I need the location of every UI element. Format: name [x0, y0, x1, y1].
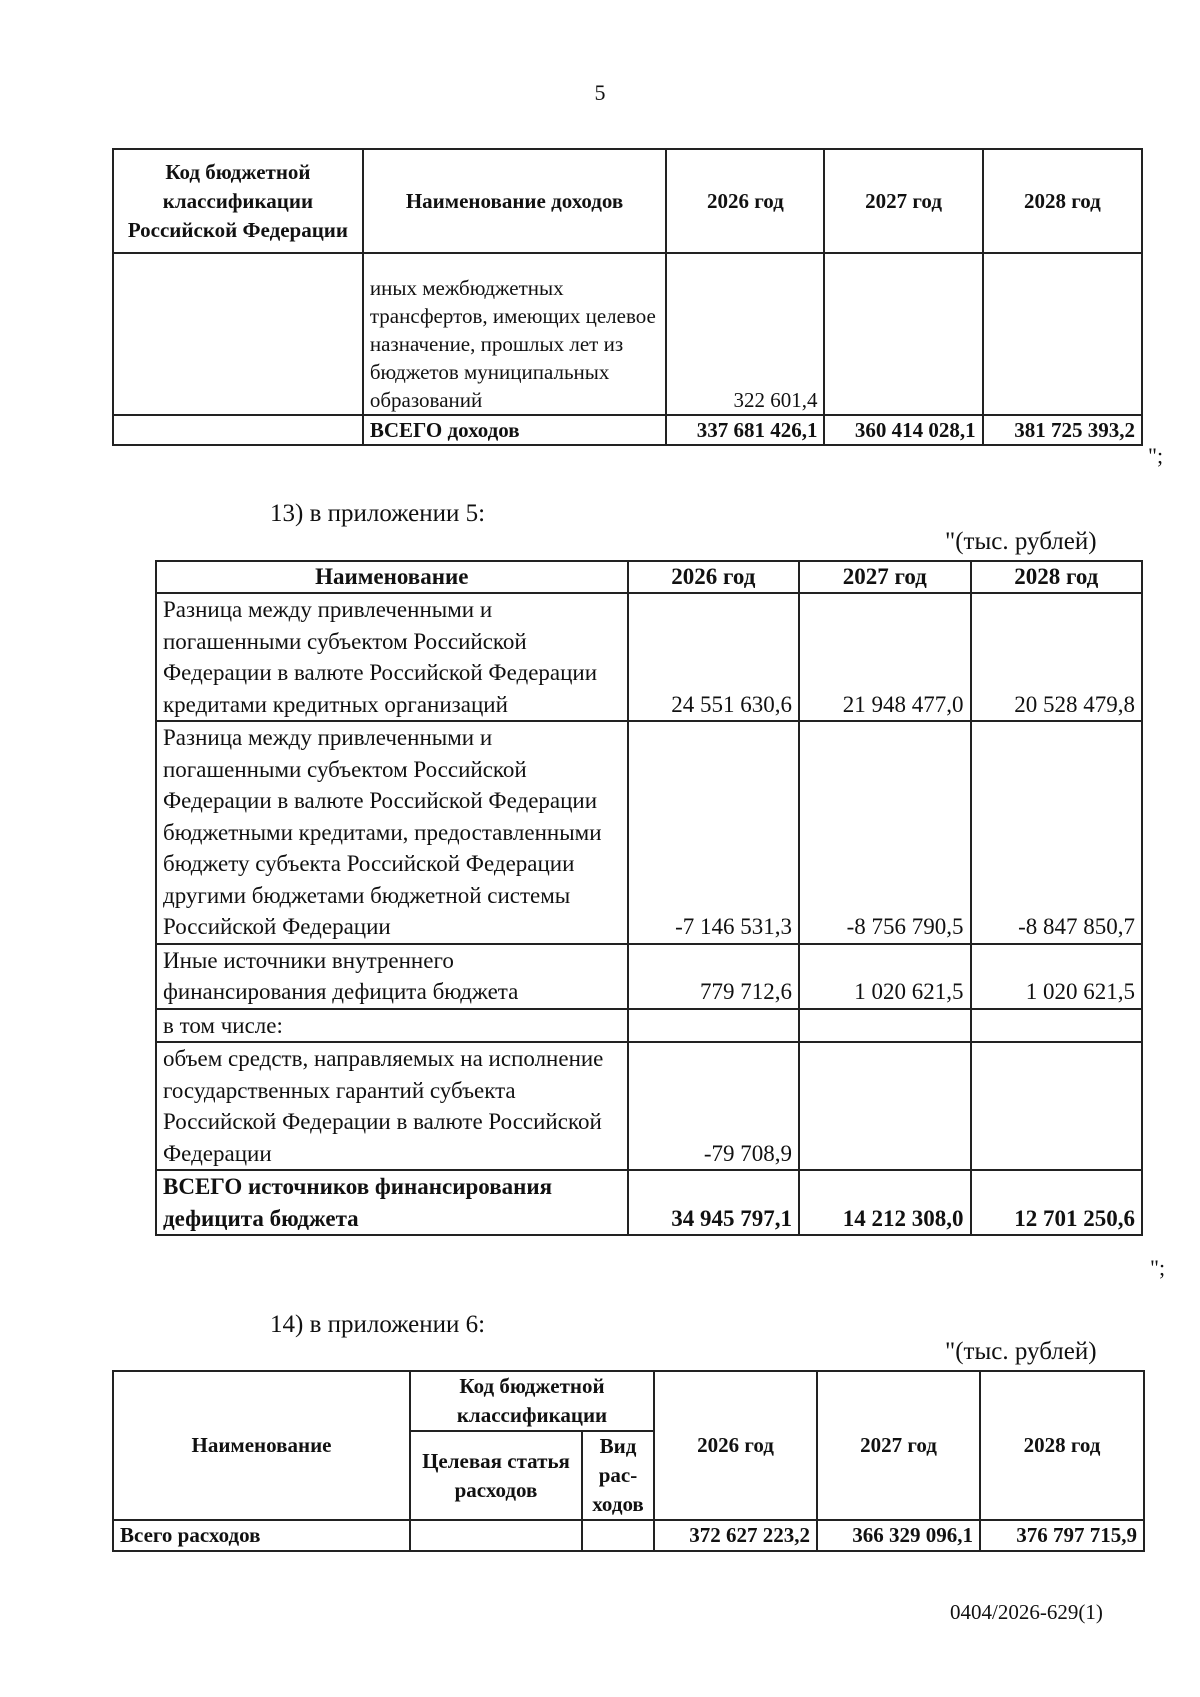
row-2027: -8 756 790,5 [799, 721, 970, 944]
total-2028: 12 701 250,6 [971, 1170, 1143, 1235]
header-name: Наименование [156, 561, 628, 593]
row-2027: 1 020 621,5 [799, 944, 970, 1009]
row-name: Разница между привлеченными и погашенными субъектом Российской Федерации в валюте Российской Федерации кредитами кредитных организаций [156, 593, 628, 721]
header-name: Наименование [113, 1371, 410, 1520]
header-2026: 2026 год [666, 149, 824, 253]
section-14-title: 14) в приложении 6: [270, 1311, 486, 1338]
total-2026: 372 627 223,2 [654, 1520, 817, 1551]
total-2027: 366 329 096,1 [817, 1520, 980, 1551]
row-2028 [971, 1042, 1143, 1170]
financing-sources-table [155, 560, 1143, 1236]
total-2026: 34 945 797,1 [628, 1170, 799, 1235]
table-row-total [113, 1520, 1144, 1551]
header-code: Код бюджетной классификации Российской Федерации [113, 149, 363, 253]
section-13-unit: "(тыс. рублей) [945, 528, 1097, 555]
row-2026: -7 146 531,3 [628, 721, 799, 944]
row-2027 [799, 1042, 970, 1170]
total-name: Всего расходов [113, 1520, 410, 1551]
row-2028 [971, 1009, 1143, 1043]
row-2026 [628, 1009, 799, 1043]
header-2028: 2028 год [983, 149, 1142, 253]
section-14-unit: "(тыс. рублей) [945, 1338, 1097, 1365]
table-row-total [156, 1170, 1142, 1235]
total-kind [582, 1520, 654, 1551]
row-2027: 21 948 477,0 [799, 593, 970, 721]
header-code-group: Код бюджетной классификации [410, 1371, 654, 1431]
table-row [156, 721, 1142, 944]
row-name: иных межбюджетных трансфертов, имеющих целевое назначение, прошлых лет из бюджетов муниципальных образований [363, 253, 666, 415]
header-name: Наименование доходов [363, 149, 666, 253]
row-2026: 322 601,4 [666, 253, 824, 415]
total-name: ВСЕГО доходов [363, 415, 666, 445]
table-row [156, 944, 1142, 1009]
row-2027 [824, 253, 982, 415]
row-name: в том числе: [156, 1009, 628, 1043]
total-name: ВСЕГО источников финансирования дефицита бюджета [156, 1170, 628, 1235]
row-2026: 24 551 630,6 [628, 593, 799, 721]
row-2028: 20 528 479,8 [971, 593, 1143, 721]
total-2026: 337 681 426,1 [666, 415, 824, 445]
closing-quote: "; [1148, 443, 1164, 468]
table-row [156, 1009, 1142, 1043]
header-2028: 2028 год [971, 561, 1143, 593]
header-expense-kind: Вид рас- ходов [582, 1431, 654, 1520]
total-2027: 360 414 028,1 [824, 415, 982, 445]
header-2027: 2027 год [799, 561, 970, 593]
row-2028: -8 847 850,7 [971, 721, 1143, 944]
total-2027: 14 212 308,0 [799, 1170, 970, 1235]
row-2028 [983, 253, 1142, 415]
row-2026: -79 708,9 [628, 1042, 799, 1170]
row-2027 [799, 1009, 970, 1043]
total-2028: 376 797 715,9 [980, 1520, 1144, 1551]
table-row [113, 253, 1142, 415]
row-name: Разница между привлеченными и погашенными субъектом Российской Федерации в валюте Российской Федерации бюджетными кредитами, предоставленными бюджету субъекта Российской Федерации другими бюджетами бюджетной системы Российской Федерации [156, 721, 628, 944]
income-table [112, 148, 1143, 446]
header-2026: 2026 год [628, 561, 799, 593]
total-target [410, 1520, 582, 1551]
row-name: Иные источники внутреннего финансирования дефицита бюджета [156, 944, 628, 1009]
total-2028: 381 725 393,2 [983, 415, 1142, 445]
header-2026: 2026 год [654, 1371, 817, 1520]
closing-quote: "; [1150, 1255, 1166, 1280]
header-target-article: Целевая статья расходов [410, 1431, 582, 1520]
header-2027: 2027 год [824, 149, 982, 253]
page-number: 5 [594, 80, 606, 105]
expenses-table [112, 1370, 1145, 1552]
row-code [113, 253, 363, 415]
table-row [156, 593, 1142, 721]
row-2028: 1 020 621,5 [971, 944, 1143, 1009]
document-number: 0404/2026-629(1) [950, 1600, 1103, 1624]
table-row [156, 1042, 1142, 1170]
header-2028: 2028 год [980, 1371, 1144, 1520]
section-13-title: 13) в приложении 5: [270, 500, 486, 527]
table-row-total [113, 415, 1142, 445]
header-2027: 2027 год [817, 1371, 980, 1520]
total-code [113, 415, 363, 445]
row-2026: 779 712,6 [628, 944, 799, 1009]
row-name: объем средств, направляемых на исполнение государственных гарантий субъекта Российской Федерации в валюте Российской Федерации [156, 1042, 628, 1170]
